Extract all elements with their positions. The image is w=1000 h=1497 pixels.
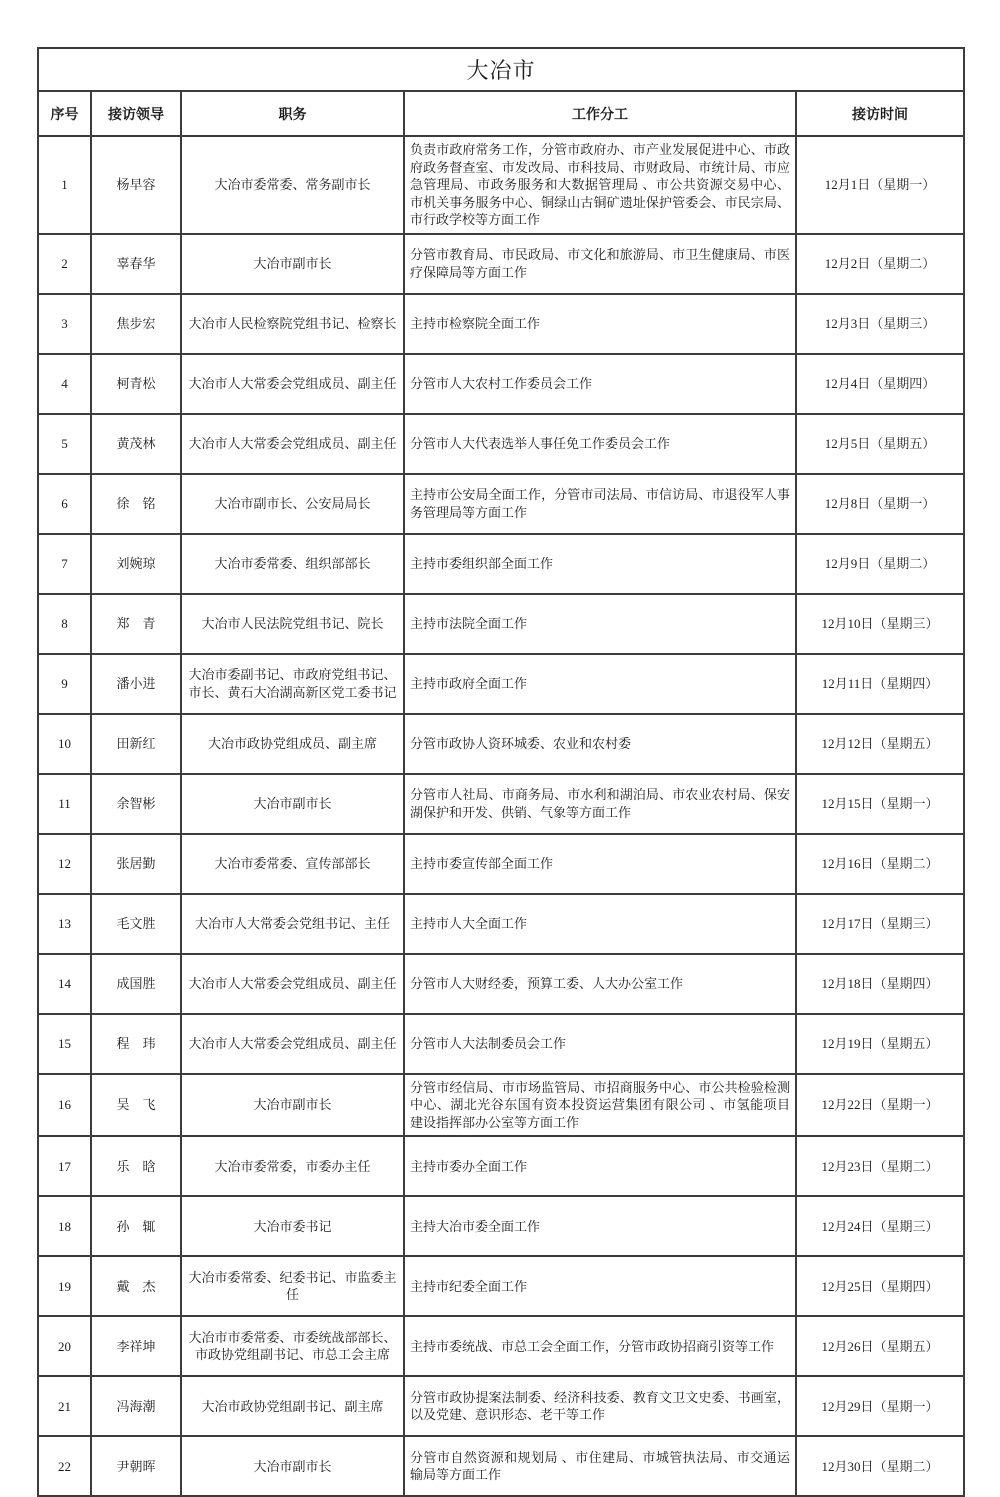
cell-leader-name: 孙 辄 xyxy=(91,1196,181,1256)
cell-index: 17 xyxy=(38,1136,91,1196)
cell-visit-time: 12月11日（星期四） xyxy=(796,654,964,714)
cell-index: 21 xyxy=(38,1376,91,1436)
table-row xyxy=(38,1196,964,1256)
cell-visit-time: 12月8日（星期一） xyxy=(796,474,964,534)
table-row xyxy=(38,894,964,954)
table-row xyxy=(38,1074,964,1137)
cell-position: 大冶市政协党组副书记、副主席 xyxy=(181,1376,404,1436)
cell-position: 大冶市委常委、常务副市长 xyxy=(181,136,404,234)
cell-visit-time: 12月5日（星期五） xyxy=(796,414,964,474)
table-row xyxy=(38,954,964,1014)
cell-position: 大冶市人民法院党组书记、院长 xyxy=(181,594,404,654)
cell-duty: 分管市人社局、市商务局、市水利和湖泊局、市农业农村局、保安湖保护和开发、供销、气象等方面工作 xyxy=(404,774,796,834)
cell-duty: 分管市人大法制委员会工作 xyxy=(404,1014,796,1074)
table-row xyxy=(38,136,964,234)
cell-duty: 主持市委组织部全面工作 xyxy=(404,534,796,594)
cell-position: 大冶市委常委、组织部部长 xyxy=(181,534,404,594)
cell-index: 10 xyxy=(38,714,91,774)
page-title: 大冶市 xyxy=(38,48,964,91)
cell-index: 20 xyxy=(38,1316,91,1376)
table-row xyxy=(38,774,964,834)
cell-index: 19 xyxy=(38,1256,91,1316)
table-row xyxy=(38,654,964,714)
cell-leader-name: 李祥坤 xyxy=(91,1316,181,1376)
title-row xyxy=(38,48,964,91)
cell-duty: 分管市自然资源和规划局 、市住建局、市城管执法局、市交通运输局等方面工作 xyxy=(404,1436,796,1496)
cell-index: 1 xyxy=(38,136,91,234)
cell-visit-time: 12月26日（星期五） xyxy=(796,1316,964,1376)
cell-leader-name: 尹朝晖 xyxy=(91,1436,181,1496)
cell-leader-name: 毛文胜 xyxy=(91,894,181,954)
table-row xyxy=(38,834,964,894)
cell-visit-time: 12月18日（星期四） xyxy=(796,954,964,1014)
table-row xyxy=(38,1376,964,1436)
cell-visit-time: 12月25日（星期四） xyxy=(796,1256,964,1316)
cell-visit-time: 12月24日（星期三） xyxy=(796,1196,964,1256)
cell-visit-time: 12月12日（星期五） xyxy=(796,714,964,774)
cell-index: 12 xyxy=(38,834,91,894)
cell-visit-time: 12月15日（星期一） xyxy=(796,774,964,834)
cell-visit-time: 12月3日（星期三） xyxy=(796,294,964,354)
cell-index: 4 xyxy=(38,354,91,414)
col-header-position: 职务 xyxy=(181,91,404,136)
table-row xyxy=(38,294,964,354)
table-row xyxy=(38,594,964,654)
table-row xyxy=(38,414,964,474)
col-header-index: 序号 xyxy=(38,91,91,136)
cell-leader-name: 徐 铭 xyxy=(91,474,181,534)
cell-visit-time: 12月9日（星期二） xyxy=(796,534,964,594)
cell-leader-name: 郑 青 xyxy=(91,594,181,654)
cell-leader-name: 戴 杰 xyxy=(91,1256,181,1316)
cell-duty: 分管市政协提案法制委、经济科技委、教育文卫文史委、书画室，以及党建、意识形态、老干等工作 xyxy=(404,1376,796,1436)
cell-duty: 主持大冶市委全面工作 xyxy=(404,1196,796,1256)
cell-duty: 主持市检察院全面工作 xyxy=(404,294,796,354)
table-row xyxy=(38,1316,964,1376)
cell-leader-name: 余智彬 xyxy=(91,774,181,834)
cell-visit-time: 12月29日（星期一） xyxy=(796,1376,964,1436)
cell-position: 大冶市委书记 xyxy=(181,1196,404,1256)
cell-position: 大冶市政协党组成员、副主席 xyxy=(181,714,404,774)
cell-duty: 分管市政协人资环城委、农业和农村委 xyxy=(404,714,796,774)
cell-visit-time: 12月22日（星期一） xyxy=(796,1074,964,1137)
cell-index: 9 xyxy=(38,654,91,714)
cell-leader-name: 刘婉琼 xyxy=(91,534,181,594)
cell-duty: 主持市公安局全面工作，分管市司法局、市信访局、市退役军人事务管理局等方面工作 xyxy=(404,474,796,534)
table-row xyxy=(38,1436,964,1496)
cell-leader-name: 潘小进 xyxy=(91,654,181,714)
table-row xyxy=(38,234,964,294)
cell-leader-name: 田新红 xyxy=(91,714,181,774)
cell-duty: 负责市政府常务工作，分管市政府办、市产业发展促进中心、市政府政务督查室、市发改局、市科技局、市财政局、市统计局、市应急管理局、市政务服务和大数据管理局 、市公共资源交易中心、市机关事务服务中心、铜绿山古铜矿遗址保护管委会、市民宗局、市行政学校等方面工作 xyxy=(404,136,796,234)
cell-duty: 分管市教育局、市民政局、市文化和旅游局、市卫生健康局、市医疗保障局等方面工作 xyxy=(404,234,796,294)
cell-leader-name: 杨早容 xyxy=(91,136,181,234)
cell-position: 大冶市人大常委会党组书记、主任 xyxy=(181,894,404,954)
cell-index: 22 xyxy=(38,1436,91,1496)
cell-leader-name: 黄茂林 xyxy=(91,414,181,474)
cell-position: 大冶市人大常委会党组成员、副主任 xyxy=(181,354,404,414)
cell-leader-name: 成国胜 xyxy=(91,954,181,1014)
cell-visit-time: 12月2日（星期二） xyxy=(796,234,964,294)
cell-duty: 分管市人大农村工作委员会工作 xyxy=(404,354,796,414)
table-body xyxy=(38,136,964,1496)
cell-position: 大冶市副市长 xyxy=(181,774,404,834)
cell-duty: 分管市人大财经委，预算工委、人大办公室工作 xyxy=(404,954,796,1014)
cell-position: 大冶市副市长 xyxy=(181,1436,404,1496)
cell-leader-name: 焦步宏 xyxy=(91,294,181,354)
col-header-visit-time: 接访时间 xyxy=(796,91,964,136)
leader-reception-schedule-table xyxy=(37,47,965,1497)
cell-leader-name: 程 玮 xyxy=(91,1014,181,1074)
cell-position: 大冶市委常委、宣传部部长 xyxy=(181,834,404,894)
table-row xyxy=(38,354,964,414)
table-row xyxy=(38,1136,964,1196)
cell-leader-name: 冯海潮 xyxy=(91,1376,181,1436)
cell-visit-time: 12月4日（星期四） xyxy=(796,354,964,414)
cell-visit-time: 12月1日（星期一） xyxy=(796,136,964,234)
table-row xyxy=(38,1014,964,1074)
cell-position: 大冶市人大常委会党组成员、副主任 xyxy=(181,954,404,1014)
cell-index: 3 xyxy=(38,294,91,354)
cell-position: 大冶市市委常委、市委统战部部长、市政协党组副书记、市总工会主席 xyxy=(181,1316,404,1376)
cell-position: 大冶市人大常委会党组成员、副主任 xyxy=(181,1014,404,1074)
cell-leader-name: 乐 晗 xyxy=(91,1136,181,1196)
cell-duty: 分管市经信局、市市场监管局、市招商服务中心、市公共检验检测中心、湖北光谷东国有资本投资运营集团有限公司 、市氢能项目建设指挥部办公室等方面工作 xyxy=(404,1074,796,1137)
table-row xyxy=(38,1256,964,1316)
cell-duty: 主持市人大全面工作 xyxy=(404,894,796,954)
cell-index: 8 xyxy=(38,594,91,654)
table-row xyxy=(38,714,964,774)
cell-leader-name: 柯青松 xyxy=(91,354,181,414)
table-row xyxy=(38,534,964,594)
cell-index: 18 xyxy=(38,1196,91,1256)
cell-position: 大冶市副市长、公安局局长 xyxy=(181,474,404,534)
cell-visit-time: 12月30日（星期二） xyxy=(796,1436,964,1496)
cell-position: 大冶市委副书记、市政府党组书记、市长、黄石大冶湖高新区党工委书记 xyxy=(181,654,404,714)
cell-position: 大冶市人大常委会党组成员、副主任 xyxy=(181,414,404,474)
col-header-leader: 接访领导 xyxy=(91,91,181,136)
cell-duty: 主持市纪委全面工作 xyxy=(404,1256,796,1316)
cell-duty: 主持市委统战、市总工会全面工作，分管市政协招商引资等工作 xyxy=(404,1316,796,1376)
cell-duty: 主持市政府全面工作 xyxy=(404,654,796,714)
cell-leader-name: 吴 飞 xyxy=(91,1074,181,1137)
cell-duty: 主持市委办全面工作 xyxy=(404,1136,796,1196)
cell-index: 6 xyxy=(38,474,91,534)
cell-index: 2 xyxy=(38,234,91,294)
cell-index: 14 xyxy=(38,954,91,1014)
cell-index: 11 xyxy=(38,774,91,834)
cell-visit-time: 12月17日（星期三） xyxy=(796,894,964,954)
cell-position: 大冶市委常委、纪委书记、市监委主任 xyxy=(181,1256,404,1316)
cell-leader-name: 张居勤 xyxy=(91,834,181,894)
cell-index: 16 xyxy=(38,1074,91,1137)
column-header-row xyxy=(38,91,964,136)
cell-visit-time: 12月19日（星期五） xyxy=(796,1014,964,1074)
cell-position: 大冶市副市长 xyxy=(181,234,404,294)
cell-duty: 主持市法院全面工作 xyxy=(404,594,796,654)
cell-visit-time: 12月23日（星期二） xyxy=(796,1136,964,1196)
cell-duty: 主持市委宣传部全面工作 xyxy=(404,834,796,894)
cell-position: 大冶市委常委，市委办主任 xyxy=(181,1136,404,1196)
cell-duty: 分管市人大代表选举人事任免工作委员会工作 xyxy=(404,414,796,474)
cell-position: 大冶市人民检察院党组书记、检察长 xyxy=(181,294,404,354)
cell-position: 大冶市副市长 xyxy=(181,1074,404,1137)
cell-index: 15 xyxy=(38,1014,91,1074)
cell-index: 7 xyxy=(38,534,91,594)
table-row xyxy=(38,474,964,534)
cell-visit-time: 12月16日（星期二） xyxy=(796,834,964,894)
cell-index: 13 xyxy=(38,894,91,954)
cell-index: 5 xyxy=(38,414,91,474)
col-header-duty: 工作分工 xyxy=(404,91,796,136)
cell-visit-time: 12月10日（星期三） xyxy=(796,594,964,654)
cell-leader-name: 辜春华 xyxy=(91,234,181,294)
